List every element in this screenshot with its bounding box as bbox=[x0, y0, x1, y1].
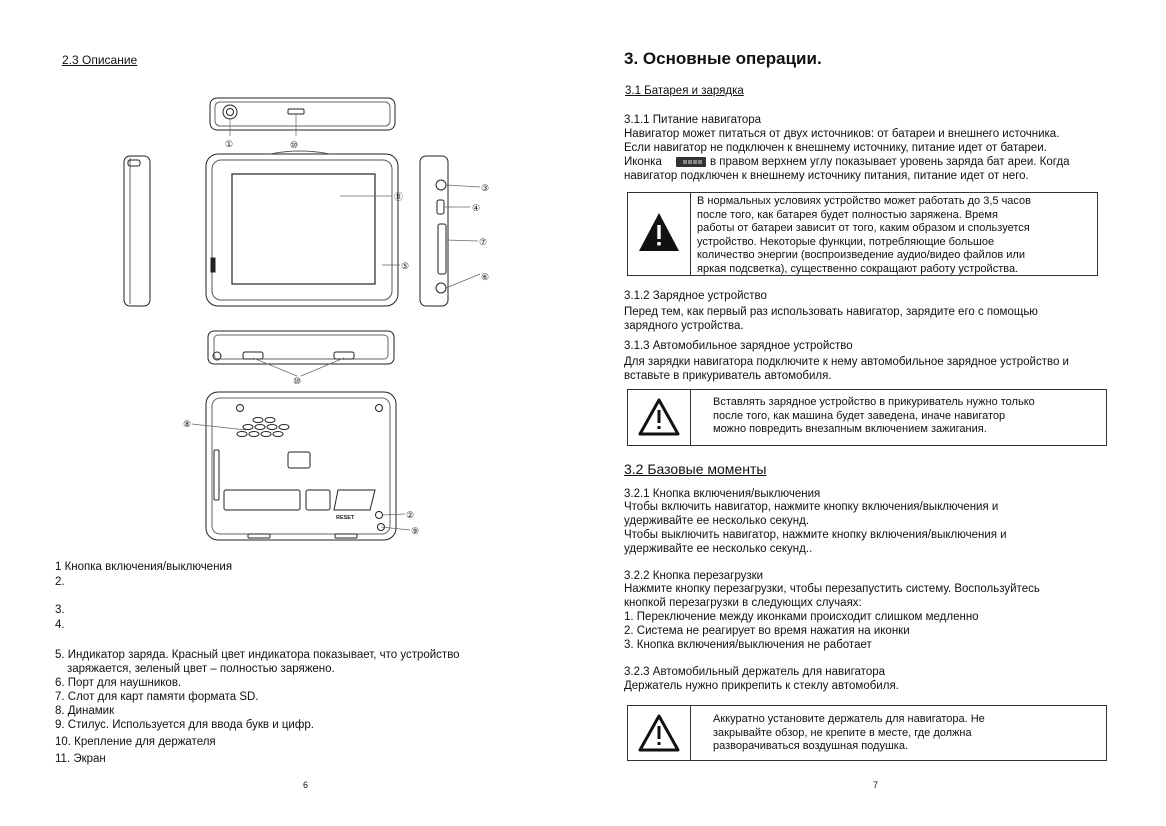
s313-line-1: Для зарядки навигатора подключите к нему автомобильное зарядное устройство и bbox=[624, 356, 1069, 368]
callout-2: ② bbox=[406, 510, 415, 520]
warning-box-car-charger bbox=[627, 389, 1107, 446]
s312-line-2: зарядного устройства. bbox=[624, 320, 744, 332]
callout-6: ⑥ bbox=[481, 272, 490, 282]
power-button-shape bbox=[223, 105, 237, 119]
device-back-view bbox=[206, 392, 396, 540]
callout-8: ⑧ bbox=[183, 419, 192, 429]
callout-4: ④ bbox=[472, 203, 481, 213]
legend-item-7: 7. Слот для карт памяти формата SD. bbox=[55, 691, 259, 703]
reset-label: RESET bbox=[336, 515, 355, 521]
s322-line-3: 1. Переключение между иконками происходит слишком медленно bbox=[624, 611, 979, 623]
callout-10-bottom: ⑩ bbox=[293, 376, 302, 386]
warn2-line-2: после того, как машина будет заведена, иначе навигатор bbox=[713, 409, 1006, 422]
warning-icon bbox=[628, 390, 690, 445]
callout-1: ① bbox=[225, 139, 234, 149]
s322-line-1: Нажмите кнопку перезагрузки, чтобы перезапустить систему. Воспользуйтесь bbox=[624, 583, 1040, 595]
section-3-1-2-heading: 3.1.2 Зарядное устройство bbox=[624, 290, 767, 302]
section-3-1-1-heading: 3.1.1 Питание навигатора bbox=[624, 114, 762, 126]
s321-line-4: удерживайте ее несколько секунд.. bbox=[624, 543, 813, 555]
warn1-line-1: В нормальных условиях устройство может работать до 3,5 часов bbox=[697, 195, 1031, 207]
device-front-view bbox=[206, 154, 398, 306]
page-title: 3. Основные операции. bbox=[624, 49, 822, 68]
section-3-2-1-heading: 3.2.1 Кнопка включения/выключения bbox=[624, 488, 821, 500]
warn3-line-3: разворачиваться воздушная подушка. bbox=[713, 740, 909, 752]
warn1-line-6: яркая подсветка), существенно сокращают работу устройства. bbox=[697, 262, 1019, 275]
section-heading: 2.3 Описание bbox=[62, 53, 138, 67]
callout-5: ⑤ bbox=[401, 261, 410, 271]
sd-slot-shape bbox=[438, 224, 446, 274]
warning-icon bbox=[628, 706, 690, 760]
warn1-line-5: количество энергии (воспроизведение аудио/видео файлов или bbox=[697, 249, 1025, 261]
s313-line-2: вставьте в прикуриватель автомобиля. bbox=[624, 370, 832, 382]
earphone-port-shape bbox=[436, 180, 446, 190]
s323-line-1: Держатель нужно прикрепить к стеклу автомобиля. bbox=[624, 680, 899, 692]
s322-line-2: кнопкой перезагрузки в следующих случаях: bbox=[624, 597, 862, 609]
device-diagram bbox=[100, 90, 510, 550]
page-number-left: 6 bbox=[303, 780, 309, 790]
callout-10-top: ⑩ bbox=[290, 140, 299, 150]
callout-7: ⑦ bbox=[479, 237, 488, 247]
section-3-2-3-heading: 3.2.3 Автомобильный держатель для навигатора bbox=[624, 666, 886, 678]
legend-item-2: 2. bbox=[55, 576, 65, 588]
power-icon bbox=[227, 109, 234, 116]
s321-line-2: удерживайте ее несколько секунд. bbox=[624, 515, 810, 527]
s311-icon-word: Иконка bbox=[624, 156, 662, 168]
legend-item-8: 8. Динамик bbox=[55, 705, 115, 717]
warn3-line-1: Аккуратно установите держатель для навигатора. Не bbox=[713, 713, 985, 725]
speaker-grille bbox=[237, 418, 289, 437]
warn2-line-3: можно повредить внезапным включением зажигания. bbox=[713, 423, 987, 435]
legend-item-1: 1 Кнопка включения/выключения bbox=[55, 561, 233, 573]
legend-item-9: 9. Стилус. Используется для ввода букв и цифр. bbox=[55, 719, 314, 731]
reset-button-shape bbox=[376, 512, 383, 519]
warn1-line-3: работы от батареи зависит от того, каким образом и спользуется bbox=[697, 222, 1030, 234]
section-3-2-heading: 3.2 Базовые моменты bbox=[624, 461, 767, 477]
callout-3: ③ bbox=[481, 183, 490, 193]
legend-item-4: 4. bbox=[55, 619, 65, 631]
s311-line-4: навигатор подключен к внешнему источнику питания, питание идет от него. bbox=[624, 170, 1029, 182]
warn3-line-2: закрывайте обзор, не крепите в месте, где должна bbox=[713, 726, 972, 739]
legend-item-6: 6. Порт для наушников. bbox=[55, 677, 182, 689]
warn2-line-1: Вставлять зарядное устройство в прикуриватель нужно только bbox=[713, 396, 1035, 408]
s321-line-3: Чтобы выключить навигатор, нажмите кнопку включения/выключения и bbox=[624, 529, 1007, 541]
s322-line-5: 3. Кнопка включения/выключения не работает bbox=[624, 639, 872, 651]
legend-item-5: 5. Индикатор заряда. Красный цвет индикатора показывает, что устройство bbox=[55, 649, 460, 661]
legend-item-11: 11. Экран bbox=[55, 753, 106, 765]
callout-9: ⑨ bbox=[411, 526, 420, 536]
warning-box-battery bbox=[627, 192, 1098, 276]
warn1-line-2: после того, как батарея будет полностью заряжена. Время bbox=[697, 208, 998, 221]
battery-icon bbox=[676, 157, 706, 167]
legend-item-5-cont: заряжается, зеленый цвет – полностью заряжено. bbox=[67, 663, 335, 675]
screen-shape bbox=[232, 174, 375, 284]
s311-line-3: в правом верхнем углу показывает уровень заряда бат ареи. Когда bbox=[710, 156, 1070, 168]
callout-11: ⑪ bbox=[394, 192, 404, 202]
legend-item-10: 10. Крепление для держателя bbox=[55, 736, 216, 748]
legend-item-3: 3. bbox=[55, 604, 65, 616]
s312-line-1: Перед тем, как первый раз использовать навигатор, зарядите его с помощью bbox=[624, 306, 1038, 318]
warning-icon bbox=[628, 193, 690, 275]
warn1-line-4: устройство. Некоторые функции, потребляющие большое bbox=[697, 235, 995, 248]
device-left-side bbox=[124, 156, 150, 306]
page-number-right: 7 bbox=[873, 780, 879, 790]
s322-line-4: 2. Система не реагирует во время нажатия на иконки bbox=[624, 625, 910, 637]
s311-line-1: Навигатор может питаться от двух источников: от батареи и внешнего источника. bbox=[624, 128, 1060, 140]
warning-box-holder bbox=[627, 705, 1107, 761]
section-3-1-heading: 3.1 Батарея и зарядка bbox=[625, 85, 744, 97]
section-3-2-2-heading: 3.2.2 Кнопка перезагрузки bbox=[624, 570, 764, 582]
s321-line-1: Чтобы включить навигатор, нажмите кнопку включения/выключения и bbox=[624, 501, 999, 513]
s311-line-2: Если навигатор не подключен к внешнему источнику, питание идет от батареи. bbox=[624, 142, 1047, 154]
section-3-1-3-heading: 3.1.3 Автомобильное зарядное устройство bbox=[624, 340, 853, 352]
